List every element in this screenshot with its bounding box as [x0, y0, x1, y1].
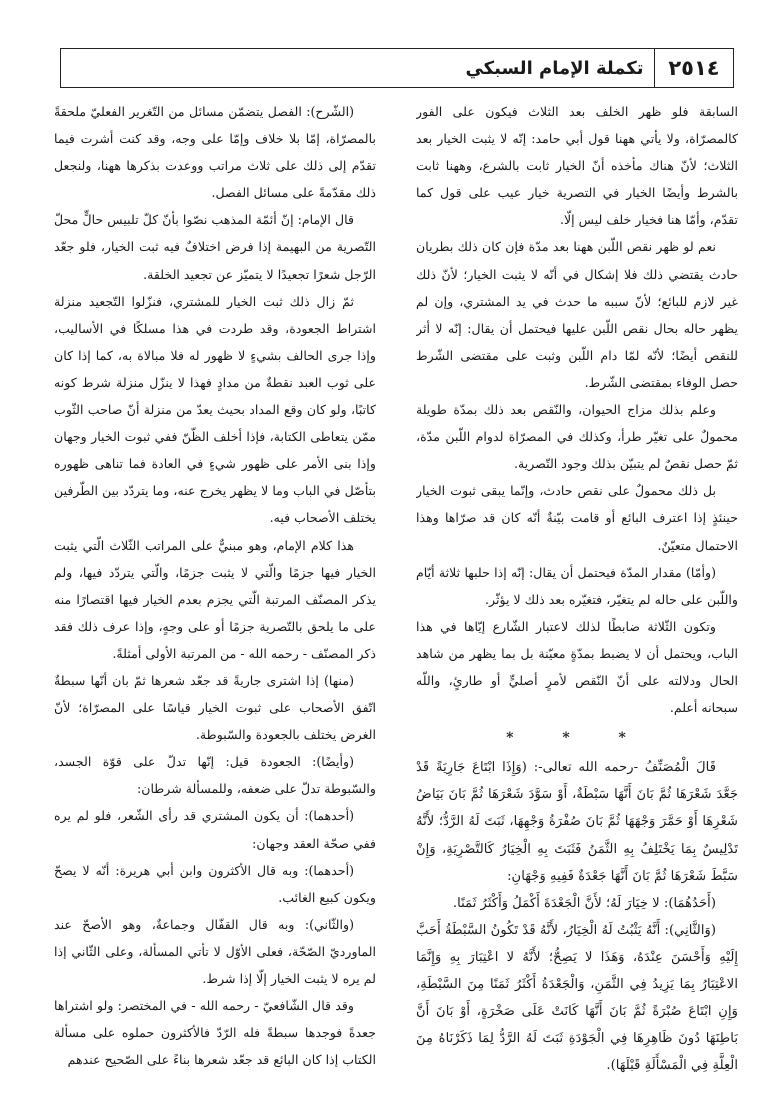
paragraph: هذا كلام الإمام، وهو مبنيٌّ على المراتب الثّلاث الّتي يثبت الخيار فيها جزمًا والّتي لا يثبت جزمًا، والّتي يتردّد فيها، ولم يذكر المصنّف المرتبة الّتي يجزم بعدم الخيار فيها اقتصارًا منه على ما يلحق بالتّصرية جزمًا أو على وجهٍ، وإذا عرف ذلك فقد ذكر المصنّف - رحمه الله - من المرتبة الأولى أمثلةً. — [54, 537, 376, 661]
paragraph: (الشّرح): الفصل يتضمّن مسائل من التّغرير الفعليّ ملحقةً بالمصرّاة، إمّا بلا خلاف وإمّا على وجه، وقد كنت أشرت فيما تقدّم إلى ذلك على ثلاث مراتب ووعدت بذكرها ههنا، ولنجعل ذلك مقدّمةً على مسائل الفصل. — [54, 104, 376, 201]
paragraph: بل ذلك محمولٌ على نقص حادث، وإنّما يبقى ثبوت الخيار حينئذٍ إذا اعترف البائع أو قامت بيّنةٌ أنّه كان قد صرّاها وهذا الاحتمال متعيّنٌ. — [416, 483, 738, 553]
paragraph: (وأمّا) مقدار المدّة فيحتمل أن يقال: إنّه إذا حلبها ثلاثة أيّام واللّبن على حاله لم يتغيّر، فتغيّره بعد ذلك لا يؤثّر. — [416, 564, 738, 607]
book-title: تكملة الإمام السبكي — [465, 57, 644, 79]
paragraph: (والثّاني): وبه قال القفّال وجماعةٌ، وهو الأصحّ عند الماورديّ الصّحّة، فعلى الأوّل لا تأتي المسألة، وعلى الثّاني إذا لم يره لا يثبت الخيار إلّا إذا شرط. — [54, 916, 376, 986]
page-header — [60, 48, 734, 88]
book-page — [54, 48, 738, 1074]
quoted-text: قَالَ الْمُصَنِّفُ -رحمه الله تعالى-: (وَإِذَا ابْتَاعَ جَارِيَةً قَدْ جَعَّدَ شَعْرَهَا ثُمَّ بَانَ أَنَّهَا سَبْطَةٌ، أَوْ سَوَّدَ شَعْرَهَا ثُمَّ بَانَ بَيَاضُ شَعْرِهَا أَوْ حَمَّرَ وَجْهَهَا ثُمَّ بَانَ صُفْرَةُ وَجْهِهَا، ثَبَتَ لَهُ الرَّدُّ؛ لأَنَّهُ تَدْلِيسٌ بِمَا يَخْتَلِفُ بِهِ الثَّمَنُ فَثَبَتَ بِهِ الْخِيَارُ كَالتَّصْرِيَةِ، وَإِنْ سَبَّطَ شَعْرَهَا ثُمَّ بَانَ أَنَّهَا جَعْدَةٌ فَفِيهِ وَجْهَانِ: — [416, 760, 738, 884]
header-divider — [654, 49, 656, 87]
paragraph: نعم لو ظهر نقص اللّبن ههنا بعد مدّة فإن كان ذلك بطريان حادث يقتضي ذلك فلا إشكال في أنّه لا يثبت الخيار؛ لأنّ ذلك غير لازم للبائع؛ لأنّ سببه ما حدث في يد المشتري، وإن لم يظهر حاله بحال نقص اللّبن عليها فيحتمل أن يقال: إنّه لا أثر للنقص أيضًا؛ لأنّه لمّا دام اللّبن وثبت على مقتضى الشّرط حصل الوفاء بمقتضى الشّرط. — [416, 239, 738, 390]
paragraph: ثمّ زال ذلك ثبت الخيار للمشتري، فنزّلوا التّجعيد منزلة اشتراط الجعودة، وقد طردت في هذا مسلكًا في الأساليب، وإذا جرى الحالف بشيءٍ لا ظهور له فلا مبالاة به، كما إذا كان على ثوب العبد نقطةٌ من مدادٍ فهذا لا ينزّل منزلة شرط كونه كاتبًا، ولو كان وقع المداد بحيث يعدّ من منزلة أنّ صاحب الثّوب ممّن يتعاطى الكتابة، فإذا أخلف الظّنّ ففي ثبوت الخيار وجهان وإذا بنى الأمر على ظهور شيءٍ في العادة فما تناهى ظهوره بتأصّل في الباب وما لا يظهر يخرج عنه، وما يتردّد بين الطّرفين يختلف الأصحاب فيه. — [54, 293, 376, 526]
paragraph: وقد قال الشّافعيّ - رحمه الله - في المختصر: ولو اشتراها جعدةً فوجدها سبطةً فله الرّدّ فالأكثرون حملوه على مسألة الكتاب إذا كان البائع قد جعّد شعرها بناءً على الصّحيح عندهم — [54, 998, 376, 1068]
paragraph: وتكون الثّلاثة ضابطًا لذلك لاعتبار الشّارع إيّاها في هذا الباب، ويحتمل أن لا يضبط بمدّةٍ معيّنة بل بما يظهر من شاهد الحال ودلالته على أنّ النّقص لأمرٍ أصليٍّ أو طارئٍ، واللّه سبحانه أعلم. — [416, 618, 738, 716]
text-columns — [54, 98, 738, 1074]
paragraph: وعلم بذلك مزاج الحيوان، والنّقص بعد ذلك بمدّة طويلة محمولٌ على تغيّر طرأ، وكذلك في المصرّاة لدوام اللّبن مدّة، ثمّ حصل نقصٌ لم يتبيّن بذلك وجود التّصرية. — [416, 402, 738, 472]
paragraph: (وأيضًا): الجعودة قيل: إنّها تدلّ على قوّة الجسد، والسّبوطة تدلّ على ضعفه، وللمسألة شرطان: — [54, 754, 376, 797]
paragraph: قال الإمام: إنّ أئمّة المذهب نصّوا بأنّ كلّ تلبيس حالٍّ محلّ التّصرية من البهيمة إذا فرض اختلافٌ فيه ثبت الخيار، فلو جعّد الرّجل شعرًا تجعيدًا لا يتميّز عن تجعيد الخلقة. — [54, 212, 376, 282]
paragraph: (منها) إذا اشترى جاريةً قد جعّد شعرها ثمّ بان أنّها سبطةٌ اتّفق الأصحاب على ثبوت الخيار قياسًا على المصرّاة؛ لأنّ الغرض يختلف بالجعودة والسّبوطة. — [54, 672, 376, 743]
right-column — [416, 98, 738, 1079]
section-separator: * * * — [506, 730, 648, 747]
left-column — [54, 98, 376, 1073]
page-number: ٢٥١٤ — [668, 56, 720, 80]
quoted-text: (وَالثَّانِي): أَنَّهُ يَثْبُتُ لَهُ الْخِيَارُ، لأَنَّهُ قَدْ تَكُونُ السَّبْطَةُ أَحَبَّ إِلَيْهِ وَأَحْسَنَ عِنْدَهُ، وَهَذَا لا يَصِحُّ؛ لأَنَّهُ لا اعْتِبَارَ بِهِ وَإِنَّمَا الاعْتِبَارُ بِمَا يَزِيدُ فِي الثَّمَنِ، وَالْجَعْدَةُ أَكْثَرُ ثَمَنًا مِنَ السَّبْطَةِ، وَإِنِ ابْتَاعَ صُبْرَةً ثُمَّ بَانَ أَنَّهَا كَانَتْ عَلَى صَخْرَةٍ، أَوْ بَانَ أَنَّ بَاطِنَهَا دُونَ ظَاهِرِهَا فِي الْجَوْدَةِ ثَبَتَ لَهُ الرَّدُّ لِمَا ذَكَرْنَاهُ مِنَ الْعِلَّةِ فِي الْمَسْأَلَةِ قَبْلَهَا). — [416, 922, 738, 1074]
paragraph: (أحدهما): وبه قال الأكثرون وابن أبي هريرة: أنّه لا يصحّ ويكون كبيع الغائب. — [54, 862, 376, 905]
quoted-text: (أَحَدُهُمَا): لا خِيَارَ لَهُ؛ لأَنَّ الْجَعْدَةَ أَكْمَلُ وَأَكْثَرُ ثَمَنًا. — [452, 895, 716, 911]
paragraph: السابقة فلو ظهر الخلف بعد الثلاث فيكون على الفور كالمصرّاة، ولا يأتي ههنا قول أبي حامد: إنّه لا يثبت الخيار بعد الثلاث؛ لأنّ هناك مأخذه أنّ الخيار ثابت بالشرع، وههنا ثابت بالشرط وأيضًا الخيار في التصرية خيار عيب على قول كما تقدّم، وأمّا هنا فخيار خلف ليس إلّا. — [416, 104, 738, 228]
paragraph: (أحدهما): أن يكون المشتري قد رأى الشّعر، فلو لم يره ففي صحّة العقد وجهان: — [54, 808, 376, 851]
